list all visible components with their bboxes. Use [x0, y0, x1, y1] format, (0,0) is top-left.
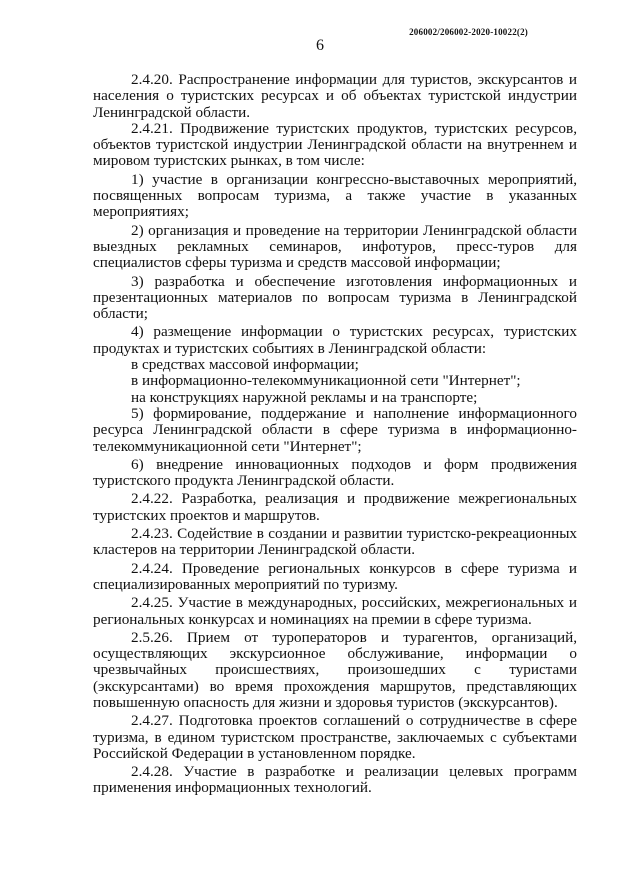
list-item-4: 4) размещение информации о туристских ресурсах, туристских продуктах и туристских событиях в Ленинградской области:	[93, 323, 577, 357]
paragraph-2-4-21: 2.4.21. Продвижение туристских продуктов, туристских ресурсов, объектов туристской индустрии Ленинградской области на внутреннем и мировом туристских рынках, в том числе:	[93, 119, 577, 170]
document-body	[93, 72, 577, 797]
sub-item-internet: в информационно-телекоммуникационной сети "Интернет";	[131, 372, 521, 390]
paragraph-2-4-20: 2.4.20. Распространение информации для туристов, экскурсантов и населения о туристских ресурсах и об объектах туристской индустрии Ленинградской области.	[93, 71, 577, 121]
list-item-3: 3) разработка и обеспечение изготовления информационных и презентационных материалов по вопросам туризма в Ленинградской области;	[93, 272, 577, 323]
sub-item-outdoor: на конструкциях наружной рекламы и на транспорте;	[131, 388, 478, 406]
list-item-2: 2) организация и проведение на территории Ленинградской области выездных рекламных семинаров, инфотуров, пресс-туров для специалистов сферы туризма и средств массовой информации;	[93, 221, 577, 272]
paragraph-2-5-26: 2.5.26. Прием от туроператоров и турагентов, организаций, осуществляющих экскурсионное обслуживание, информации о чрезвычайных происшествиях, произошедших с туристами (экскурсантами) во время прохождения маршрутов, представляющих повышенную опасность для жизни и здоровья туристов (экскурсантов).	[93, 628, 577, 711]
paragraph-2-4-25: 2.4.25. Участие в международных, российских, межрегиональных и региональных конкурсах и номинациях на премии в сфере туризма.	[93, 594, 577, 628]
list-item-1: 1) участие в организации конгрессно-выставочных мероприятий, посвященных вопросам туризма, а также участие в указанных мероприятиях;	[93, 170, 577, 221]
list-item-5: 5) формирование, поддержание и наполнение информационного ресурса Ленинградской области в сфере туризма в информационно-телекоммуникационной сети "Интернет";	[93, 404, 577, 455]
paragraph-2-4-24: 2.4.24. Проведение региональных конкурсов в сфере туризма и специализированных мероприятий по туризму.	[93, 559, 577, 593]
document-id: 206002/206002-2020-10022(2)	[409, 27, 528, 37]
paragraph-2-4-28: 2.4.28. Участие в разработке и реализации целевых программ применения информационных технологий.	[93, 763, 577, 797]
list-item-6: 6) внедрение инновационных подходов и форм продвижения туристского продукта Ленинградской области.	[93, 455, 577, 490]
sub-item-media: в средствах массовой информации;	[131, 356, 359, 374]
page-number: 6	[316, 37, 324, 54]
paragraph-2-4-22: 2.4.22. Разработка, реализация и продвижение межрегиональных туристских проектов и маршрутов.	[93, 490, 577, 524]
paragraph-2-4-23: 2.4.23. Содействие в создании и развитии туристско-рекреационных кластеров на территории Ленинградской области.	[93, 525, 577, 559]
paragraph-2-4-27: 2.4.27. Подготовка проектов соглашений о сотрудничестве в сфере туризма, в едином туристском пространстве, заключаемых с субъектами Российской Федерации в установленном порядке.	[93, 712, 577, 762]
